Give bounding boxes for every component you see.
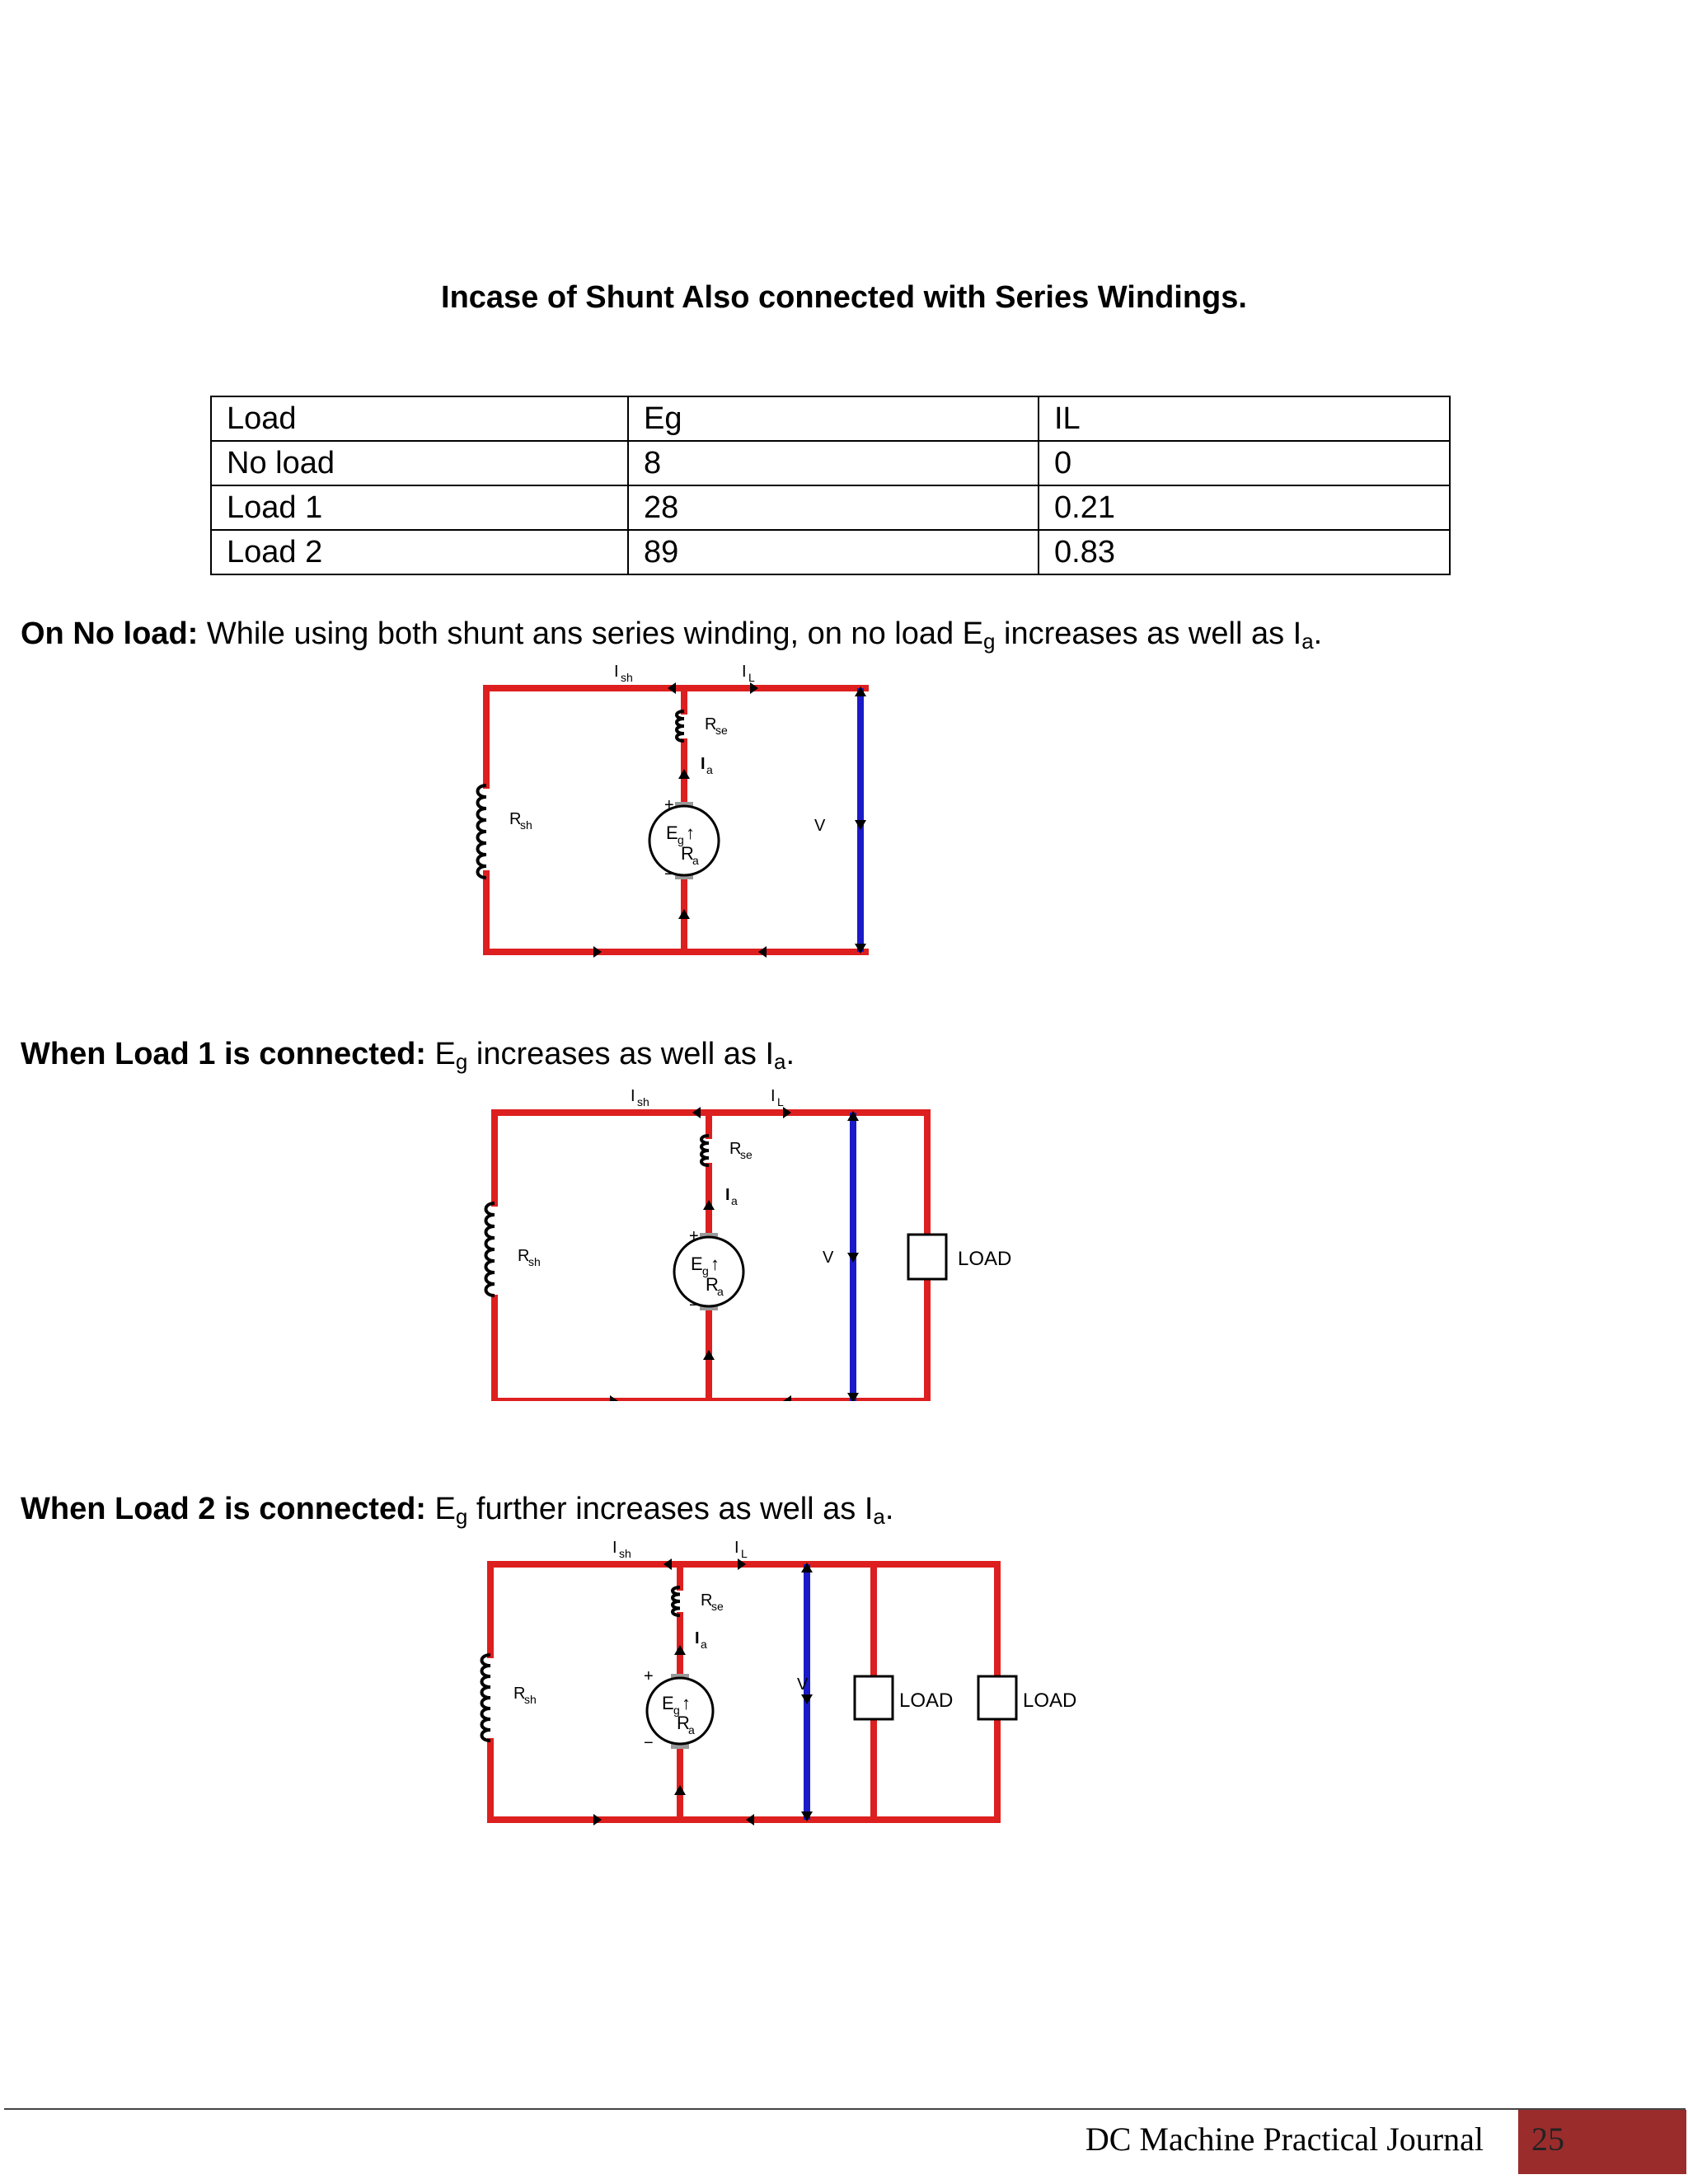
up-arrow-icon: ↑ — [710, 1254, 720, 1274]
i-sh-label: I — [612, 1540, 617, 1557]
i-a-label: I — [695, 1629, 700, 1647]
table-row — [211, 485, 1450, 530]
table-header-cell: Load — [211, 396, 628, 441]
e-g-sub: g — [678, 833, 684, 846]
armature-icon — [647, 1678, 713, 1744]
e-g-sub: g — [702, 1264, 709, 1277]
table-row — [211, 441, 1450, 485]
subscript: a — [774, 1049, 786, 1074]
e-g-sub: g — [673, 1704, 680, 1717]
footer-divider — [4, 2108, 1686, 2110]
table-cell: No load — [211, 441, 628, 485]
i-l-sub: L — [741, 1547, 748, 1560]
circuit-diagram-no-load — [470, 663, 898, 968]
section-label: When Load 2 is connected: — [21, 1492, 426, 1526]
table-cell: Load 2 — [211, 530, 628, 574]
e-g-label: E — [666, 823, 678, 843]
v-label: V — [797, 1675, 809, 1694]
r-sh-sub: sh — [524, 1693, 537, 1706]
table-header-row — [211, 396, 1450, 441]
circuit-diagram-load-1 — [478, 1088, 1055, 1401]
load-box-icon — [855, 1676, 893, 1719]
table-row — [211, 530, 1450, 574]
section-text: increases as well as I — [467, 1037, 775, 1071]
section-text: . — [1313, 616, 1323, 651]
i-a-sub: a — [701, 1638, 707, 1651]
subscript: g — [455, 1049, 468, 1074]
armature-icon — [649, 806, 719, 875]
armature-icon — [674, 1237, 743, 1306]
r-se-sub: se — [711, 1600, 724, 1613]
e-g-label: E — [691, 1254, 703, 1274]
i-l-label: I — [771, 1088, 776, 1105]
section-label: On No load: — [21, 616, 199, 651]
table-header-cell: IL — [1039, 396, 1450, 441]
page-number: 25 — [1531, 2121, 1564, 2158]
plus-sign: + — [644, 1667, 654, 1685]
r-a-sub: a — [688, 1723, 695, 1736]
r-a-sub: a — [692, 854, 699, 867]
r-a-label: R — [706, 1274, 719, 1295]
r-a-sub: a — [717, 1285, 724, 1298]
subscript: g — [455, 1504, 468, 1529]
section-label: When Load 1 is connected: — [21, 1037, 426, 1071]
load-label: LOAD — [899, 1690, 954, 1712]
section-load1-text — [21, 1037, 795, 1075]
r-sh-sub: sh — [528, 1255, 541, 1268]
i-a-sub: a — [706, 763, 713, 776]
section-no-load-text — [21, 616, 1322, 654]
plus-sign: + — [689, 1227, 699, 1245]
subscript: a — [873, 1504, 885, 1529]
section-text: further increases as well as I — [467, 1492, 874, 1526]
shunt-field-coil-icon — [482, 1655, 491, 1741]
series-field-coil-icon — [673, 1587, 680, 1615]
minus-sign: − — [689, 1296, 699, 1315]
series-field-coil-icon — [701, 1136, 709, 1165]
i-sh-sub: sh — [621, 671, 633, 684]
i-sh-sub: sh — [637, 1095, 649, 1108]
i-sh-label: I — [614, 663, 619, 681]
i-l-sub: L — [777, 1095, 784, 1108]
r-se-label: R — [705, 715, 717, 733]
r-se-sub: se — [715, 724, 728, 737]
i-l-sub: L — [748, 671, 755, 684]
r-a-label: R — [681, 843, 694, 864]
page-heading: Incase of Shunt Also connected with Series Windings. — [441, 280, 1247, 315]
v-label: V — [814, 817, 826, 835]
subscript: a — [1301, 629, 1314, 654]
table-cell: 89 — [628, 530, 1039, 574]
up-arrow-icon: ↑ — [682, 1693, 691, 1713]
r-se-label: R — [701, 1591, 713, 1610]
table-header-cell: Eg — [628, 396, 1039, 441]
plus-sign: + — [664, 796, 674, 814]
circuit-diagram-load-2 — [474, 1540, 1100, 1836]
table-cell: Load 1 — [211, 485, 628, 530]
r-sh-label: R — [518, 1247, 530, 1265]
r-sh-label: R — [509, 810, 522, 828]
r-sh-label: R — [513, 1685, 526, 1703]
i-l-label: I — [734, 1540, 739, 1557]
table-cell: 0 — [1039, 441, 1450, 485]
load-label: LOAD — [958, 1248, 1012, 1270]
minus-sign: − — [664, 865, 674, 883]
page-number-box — [1518, 2110, 1686, 2174]
section-load2-text — [21, 1492, 893, 1530]
r-sh-sub: sh — [520, 818, 532, 832]
section-text: E — [425, 1037, 456, 1071]
series-field-coil-icon — [677, 711, 684, 741]
section-text: E — [425, 1492, 456, 1526]
i-sh-label: I — [631, 1088, 635, 1105]
section-text: . — [785, 1037, 795, 1071]
i-a-label: I — [701, 755, 706, 773]
table-cell: 0.21 — [1039, 485, 1450, 530]
load-box-icon — [908, 1235, 946, 1279]
results-table — [210, 396, 1451, 575]
load-label: LOAD — [1023, 1690, 1077, 1712]
r-se-sub: se — [740, 1148, 753, 1161]
table-cell: 0.83 — [1039, 530, 1450, 574]
table-cell: 28 — [628, 485, 1039, 530]
section-text: . — [884, 1492, 894, 1526]
r-se-label: R — [729, 1140, 742, 1158]
v-label: V — [823, 1249, 834, 1267]
e-g-label: E — [662, 1693, 674, 1713]
r-a-label: R — [677, 1713, 690, 1733]
table-cell: 8 — [628, 441, 1039, 485]
subscript: g — [983, 629, 996, 654]
i-l-label: I — [742, 663, 747, 681]
section-text: While using both shunt ans series winding, on no load E — [198, 616, 984, 651]
section-text: increases as well as I — [995, 616, 1302, 651]
shunt-field-coil-icon — [478, 785, 487, 878]
i-sh-sub: sh — [619, 1547, 631, 1560]
i-a-label: I — [725, 1186, 730, 1204]
minus-sign: − — [644, 1734, 654, 1752]
i-a-sub: a — [731, 1194, 738, 1207]
up-arrow-icon: ↑ — [686, 823, 695, 843]
load-box-icon — [978, 1676, 1016, 1719]
shunt-field-coil-icon — [486, 1203, 495, 1296]
footer-title: DC Machine Practical Journal — [1085, 2121, 1484, 2158]
